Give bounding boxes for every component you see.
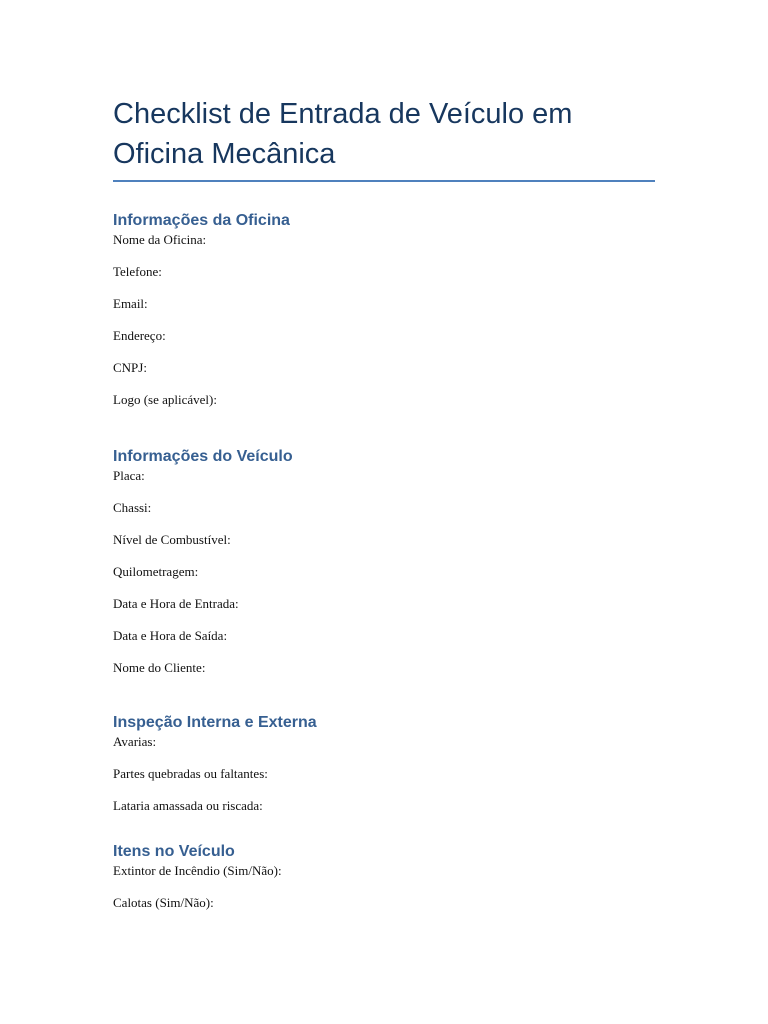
field-data-entrada: Data e Hora de Entrada: [113,596,239,611]
field-lataria: Lataria amassada ou riscada: [113,798,263,813]
field-endereco: Endereço: [113,328,166,343]
field-nome-oficina: Nome da Oficina: [113,232,207,247]
field-placa: Placa: [113,468,145,483]
section-heading: Informações do Veículo [113,448,293,465]
field-nome-cliente: Nome do Cliente: [113,660,206,675]
section-heading: Informações da Oficina [113,212,290,229]
page-title: Checklist de Entrada de Veículo em Oficina Mecânica [113,94,655,182]
field-email: Email: [113,296,148,311]
section-heading: Inspeção Interna e Externa [113,714,317,731]
field-partes-quebradas: Partes quebradas ou faltantes: [113,766,268,781]
field-calotas: Calotas (Sim/Não): [113,895,214,910]
section-inspecao [113,712,655,830]
section-oficina [113,210,655,424]
field-cnpj: CNPJ: [113,360,147,375]
field-chassi: Chassi: [113,500,152,515]
field-nivel-combustivel: Nível de Combustível: [113,532,231,547]
section-itens [113,841,655,927]
field-avarias: Avarias: [113,734,157,749]
field-telefone: Telefone: [113,264,162,279]
field-extintor: Extintor de Incêndio (Sim/Não): [113,863,282,878]
field-data-saida: Data e Hora de Saída: [113,628,228,643]
field-quilometragem: Quilometragem: [113,564,199,579]
document-page [113,94,655,927]
field-logo: Logo (se aplicável): [113,392,217,407]
section-veiculo [113,446,655,692]
section-heading: Itens no Veículo [113,843,235,860]
